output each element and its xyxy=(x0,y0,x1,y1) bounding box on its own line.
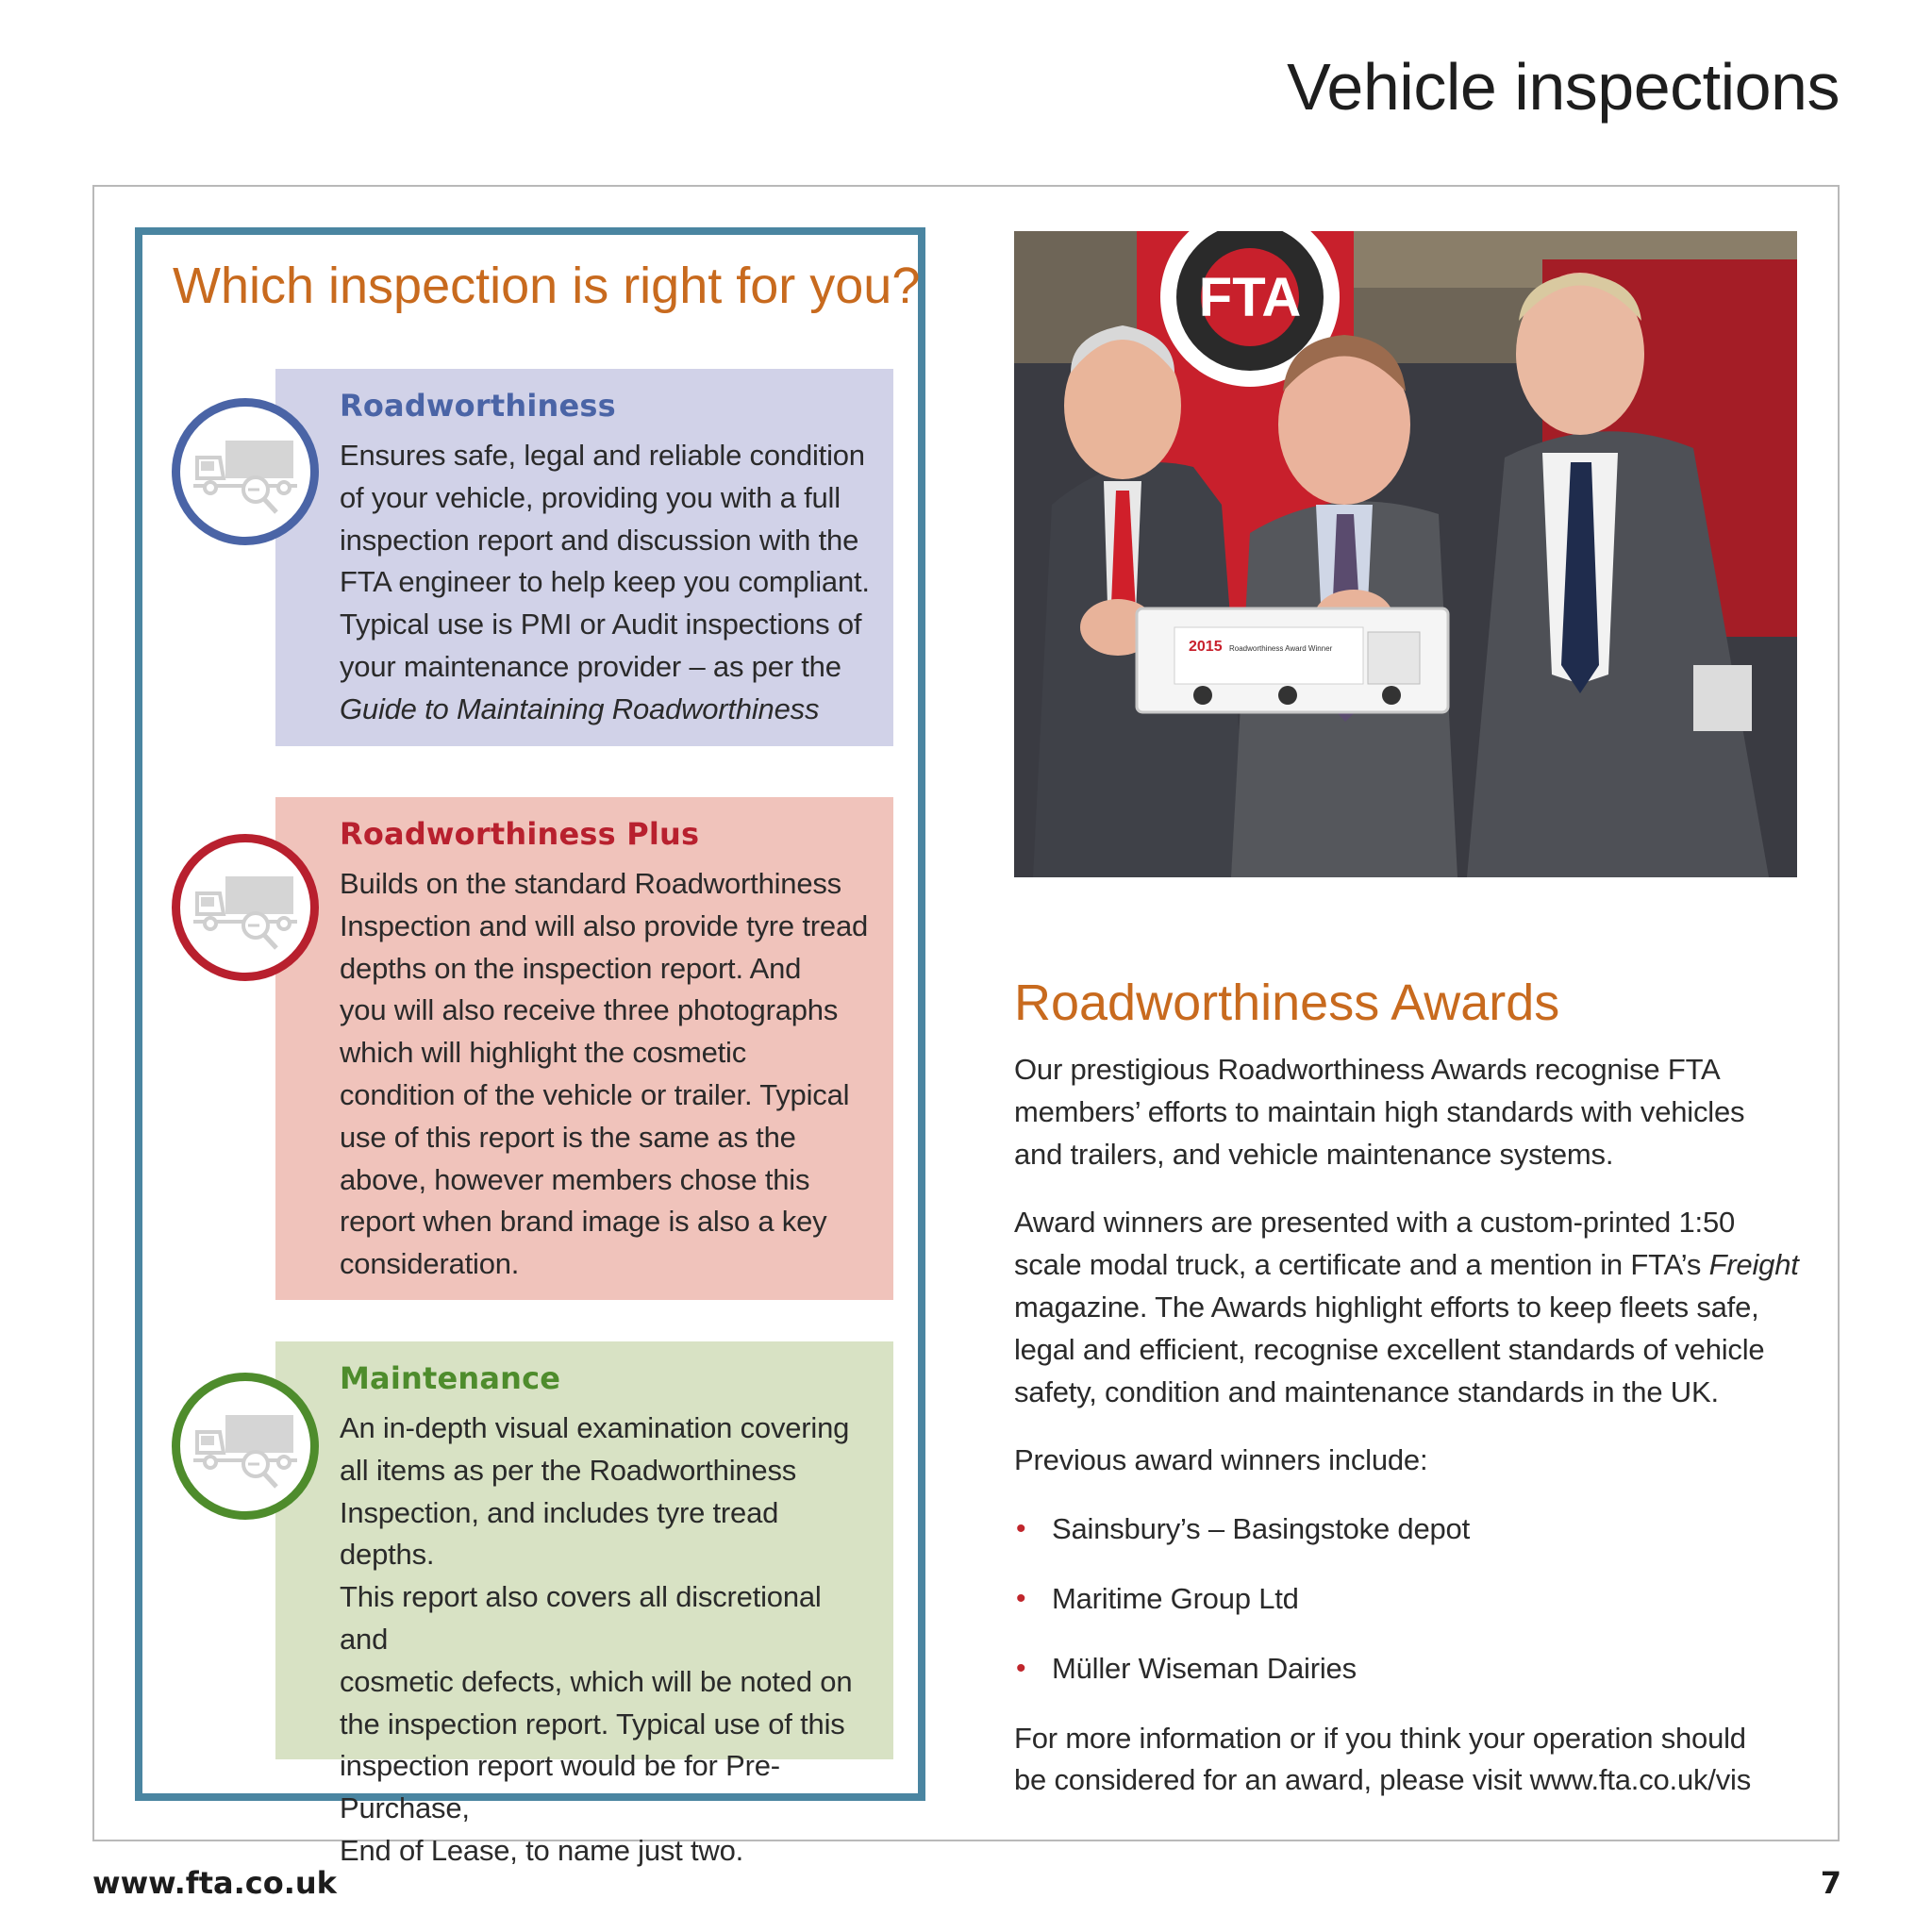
awards-prizes-text-2: magazine. The Awards highlight efforts to keep fleets safe, legal and efficient, recognise excellent standards of vehicle safety, condition and maintenance standards in the UK. xyxy=(1014,1290,1765,1408)
footer-url[interactable]: www.fta.co.uk xyxy=(92,1865,337,1901)
award-photo xyxy=(1014,231,1797,877)
truck-inspection-icon xyxy=(172,834,319,981)
list-item xyxy=(1014,1508,1825,1551)
bullet-icon: • xyxy=(1016,1652,1026,1684)
card-heading: Maintenance xyxy=(340,1360,561,1396)
card-body-text: Ensures safe, legal and reliable condition of your vehicle, providing you with a full inspection report and discussion with the FTA engineer to help keep you compliant. Typical use is PMI or Audit inspections of your maintenance provider – as per the xyxy=(340,439,870,683)
card-body xyxy=(340,435,876,731)
truck-inspection-icon xyxy=(172,398,319,545)
list-item xyxy=(1014,1648,1825,1690)
card-body-italic: Guide to Maintaining Roadworthiness xyxy=(340,691,820,725)
card-roadworthiness-plus xyxy=(275,797,893,1300)
awards-prizes-text: Award winners are presented with a custom-printed 1:50 scale modal truck, a certificate and a mention in FTA’s xyxy=(1014,1206,1736,1282)
winner-name: Maritime Group Ltd xyxy=(1052,1581,1299,1615)
awards-intro: Our prestigious Roadworthiness Awards recognise FTA members’ efforts to maintain high standards with vehicles and trailers, and vehicle maintenance systems. xyxy=(1014,1053,1745,1171)
truck-inspection-icon xyxy=(172,1373,319,1520)
award-year: 2015 xyxy=(1189,639,1223,655)
sign-text: FTA xyxy=(1198,267,1302,328)
page-title: Vehicle inspections xyxy=(1287,50,1840,124)
panel-title: Which inspection is right for you? xyxy=(173,258,921,314)
bullet-icon: • xyxy=(1016,1513,1026,1545)
bullet-icon: • xyxy=(1016,1582,1026,1614)
card-heading: Roadworthiness xyxy=(340,388,616,424)
awards-prizes xyxy=(1014,1202,1825,1413)
awards-body xyxy=(1014,1049,1825,1828)
winners-intro: Previous award winners include: xyxy=(1014,1443,1428,1477)
freight-magazine-name: Freight xyxy=(1708,1248,1799,1282)
card-body: Builds on the standard Roadworthiness Inspection and will also provide tyre tread depths on the inspection report. And you will also receive three photographs which will highlight the cosmetic condition of the vehicle or trailer. Typical use of this report is the same as the above, however members chose this report when brand image is also a key consideration. xyxy=(340,867,869,1281)
winner-name: Sainsbury’s – Basingstoke depot xyxy=(1052,1512,1471,1546)
card-maintenance xyxy=(275,1341,893,1867)
list-item xyxy=(1014,1578,1825,1621)
card-body: An in-depth visual examination covering all items as per the Roadworthiness Inspection, and includes tyre tread depths. This report also covers all discretional and cosmetic defects, which will be noted on the inspection report. Typical use of this inspection report would be for Pre-Purchase, End of Lease, to name just two. xyxy=(340,1411,853,1867)
card-heading: Roadworthiness Plus xyxy=(340,816,700,852)
award-subtext: Roadworthiness Award Winner xyxy=(1229,644,1333,653)
page-number: 7 xyxy=(1820,1865,1841,1901)
winner-name: Müller Wiseman Dairies xyxy=(1052,1651,1357,1685)
card-roadworthiness xyxy=(275,369,893,746)
winners-list xyxy=(1014,1508,1825,1690)
more-info: For more information or if you think your operation should be considered for an award, please visit www.fta.co.uk/vis xyxy=(1014,1721,1752,1797)
awards-title: Roadworthiness Awards xyxy=(1014,974,1560,1031)
